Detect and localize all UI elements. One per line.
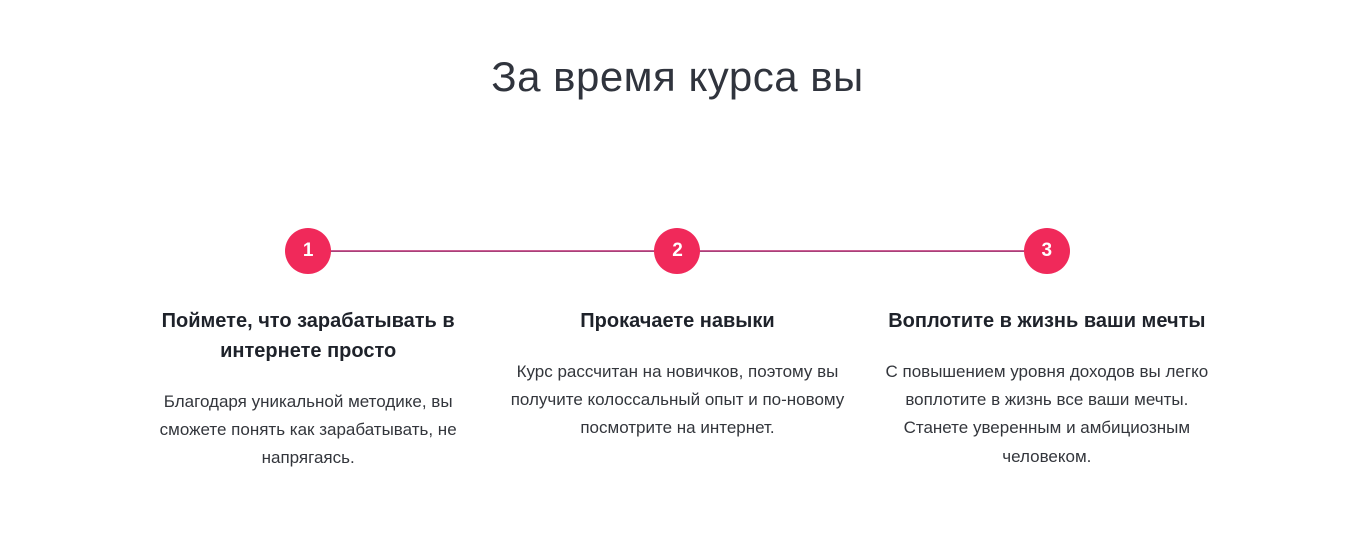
- step-1-circle: [285, 228, 331, 274]
- step-2-heading: Прокачаете навыки: [580, 310, 775, 333]
- step-item-1: [138, 228, 479, 472]
- step-item-2: [507, 228, 848, 472]
- timeline: [138, 228, 1218, 472]
- step-2-description: Курс рассчитан на новичков, поэтому вы получите колоссальный опыт и по-новому посмотрите на интернет.: [510, 362, 845, 438]
- step-3-circle: [1024, 228, 1070, 274]
- step-1-number: 1: [302, 240, 314, 262]
- steps-row: [138, 228, 1218, 472]
- step-1-description: Благодаря уникальной методике, вы сможете понять как зарабатывать, не напрягаясь.: [159, 392, 457, 468]
- step-3-description: С повышением уровня доходов вы легко воплотите в жизнь все ваши мечты. Станете уверенным и амбициозным человеком.: [885, 362, 1209, 466]
- step-item-3: [876, 228, 1217, 472]
- step-3-heading: Воплотите в жизнь ваши мечты: [888, 310, 1206, 333]
- step-1-heading: Поймете, что зарабатывать в интернете просто: [161, 310, 455, 363]
- page-title: За время курса вы: [491, 53, 864, 100]
- step-3-number: 3: [1041, 240, 1053, 262]
- step-2-number: 2: [672, 240, 683, 262]
- step-2-circle: [654, 228, 700, 274]
